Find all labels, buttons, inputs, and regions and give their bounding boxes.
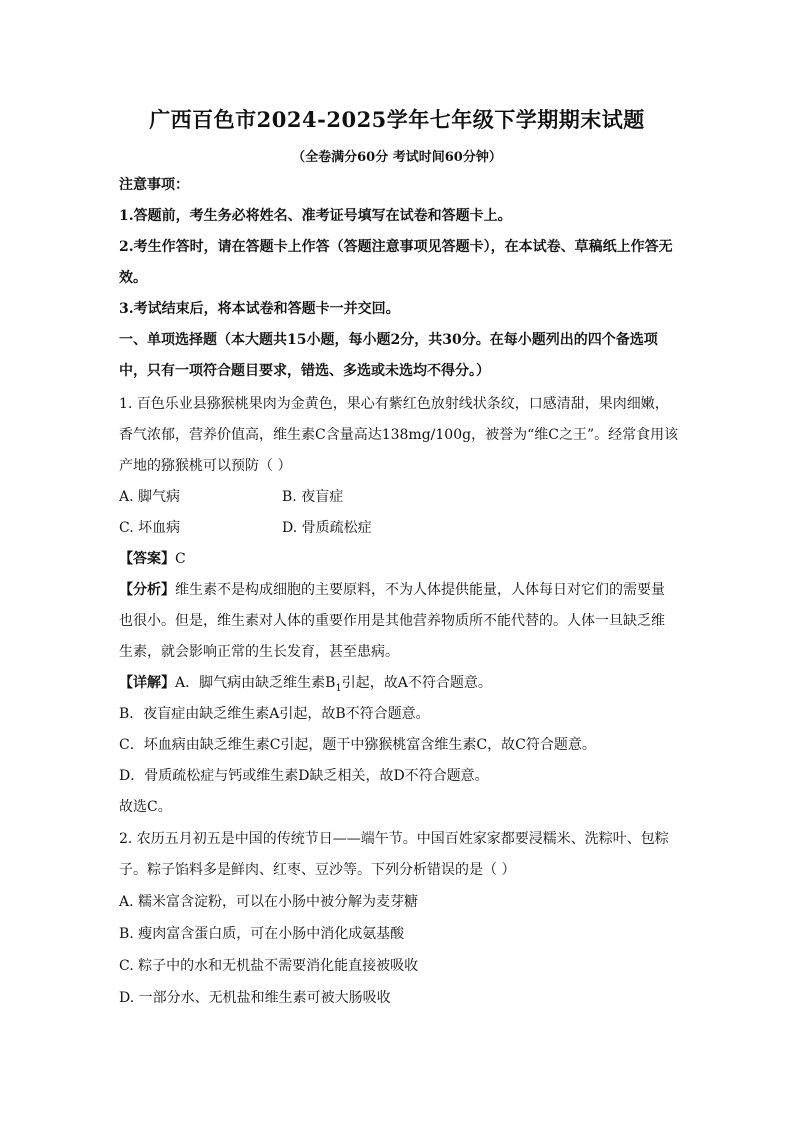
analysis-text: 维生素不是构成细胞的主要原料，不为人体提供能量，人体每日对它们的需要量 — [175, 582, 665, 598]
analysis-label: 【分析】 — [119, 582, 175, 598]
q1-conclusion: 故选C。 — [119, 799, 172, 815]
detail-label: 【详解】 — [119, 675, 175, 691]
q1-option-a: A. 脚气病 — [119, 489, 181, 505]
page-subtitle: （全卷满分60分 考试时间60分钟） — [292, 150, 502, 165]
q1-detail-text: C．坏血病由缺乏维生素C引起，题干中猕猴桃富含维生素C，故C符合题意。 — [119, 737, 596, 753]
notice-heading: 注意事项： — [119, 177, 189, 193]
detail-text: 引起，故A不符合题意。 — [341, 675, 492, 691]
notice-item: 效。 — [119, 270, 147, 286]
detail-subscript: 1 — [335, 682, 342, 694]
question-2-text: 2. 农历五月初五是中国的传统节日——端午节。中国百姓家家都要浸糯米、洗粽叶、包粽 — [119, 831, 669, 847]
q1-option-d: D. 骨质疏松症 — [282, 520, 372, 536]
q1-answer — [119, 549, 186, 569]
answer-label: 【答案】 — [119, 551, 175, 567]
notice-item: 3.考试结束后，将本试卷和答题卡一并交回。 — [119, 301, 400, 317]
q2-option-d: D. 一部分水、无机盐和维生素可被大肠吸收 — [119, 990, 391, 1006]
detail-text: A．脚气病由缺乏维生素B — [175, 675, 336, 691]
question-1-text: 香气浓郁，营养价值高，维生素C含量高达138mg/100g，被誉为“维C之王”。经常食用该 — [119, 427, 679, 443]
section-heading: 一、单项选择题（本大题共15小题，每小题2分，共30分。在每小题列出的四个备选项 — [119, 332, 658, 348]
q1-detail — [119, 673, 492, 699]
q1-analysis — [119, 580, 665, 600]
notice-item: 1.答题前，考生务必将姓名、准考证号填写在试卷和答题卡上。 — [119, 208, 512, 224]
q1-analysis-text: 生素，就会影响正常的生长发育，甚至患病。 — [119, 644, 399, 660]
question-1-text: 1. 百色乐业县猕猴桃果肉为金黄色，果心有紫红色放射线状条纹，口感清甜，果肉细嫩， — [119, 396, 669, 412]
q1-option-b: B. 夜盲症 — [282, 489, 344, 505]
q2-option-c: C. 粽子中的水和无机盐不需要消化能直接被吸收 — [119, 958, 419, 974]
q1-detail-text: B．夜盲症由缺乏维生素A引起，故B不符合题意。 — [119, 706, 430, 722]
q2-option-b: B. 瘦肉富含蛋白质，可在小肠中消化成氨基酸 — [119, 926, 405, 942]
q1-analysis-text: 也很小。但是，维生素对人体的重要作用是其他营养物质所不能代替的。人体一旦缺乏维 — [119, 613, 665, 629]
answer-value: C — [175, 551, 186, 567]
section-heading: 中，只有一项符合题目要求，错选、多选或未选均不得分。） — [119, 363, 490, 379]
notice-item: 2.考生作答时，请在答题卡上作答（答题注意事项见答题卡），在本试卷、草稿纸上作答无 — [119, 239, 673, 255]
q1-option-c: C. 坏血病 — [119, 520, 181, 536]
question-1-text: 产地的猕猴桃可以预防（ ） — [119, 458, 292, 474]
q2-option-a: A. 糯米富含淀粉，可以在小肠中被分解为麦芽糖 — [119, 894, 419, 910]
question-2-text: 子。粽子馅料多是鲜肉、红枣、豆沙等。下列分析错误的是（ ） — [119, 862, 516, 878]
q1-detail-text: D．骨质疏松症与钙或维生素D缺乏相关，故D不符合题意。 — [119, 768, 489, 784]
page-title: 广西百色市2024-2025学年七年级下学期期末试题 — [149, 107, 645, 132]
